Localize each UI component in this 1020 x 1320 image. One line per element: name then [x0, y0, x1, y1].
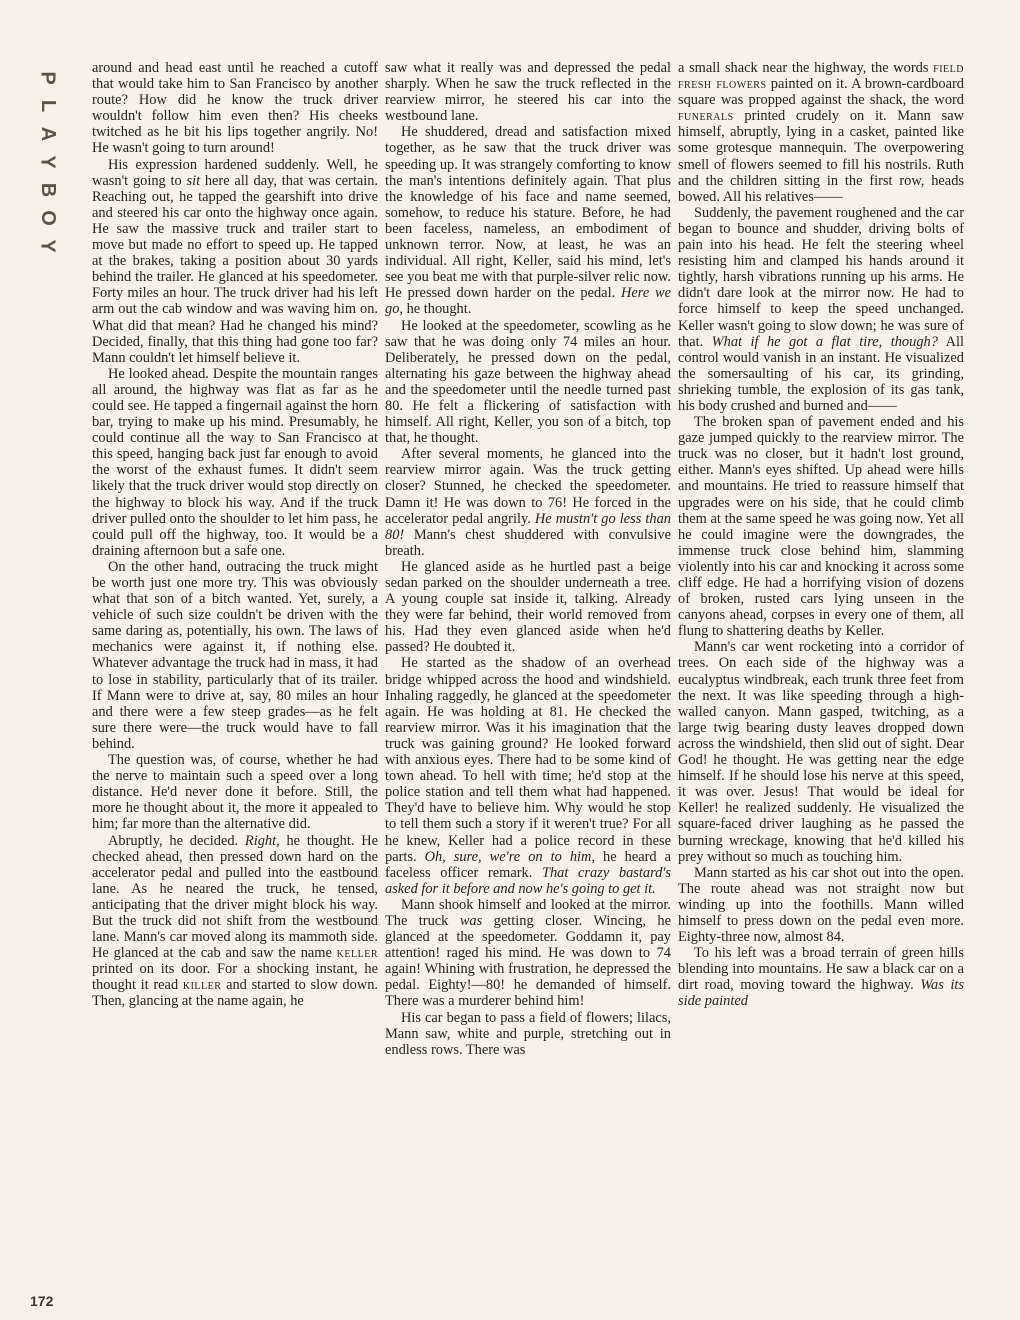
paragraph: To his left was a broad terrain of green hills blending into mountains. He saw a black car on a dirt road, moving toward the highway. Was its side painted	[678, 945, 964, 1010]
paragraph: saw what it really was and depressed the pedal sharply. When he saw the truck reflected in the rearview mirror, he steered his car into the westbound lane.	[385, 60, 671, 125]
running-head-brand	[30, 64, 66, 260]
paragraph: a small shack near the highway, the words field fresh flowers painted on it. A brown-cardboard square was propped against the shack, the word funerals printed crudely on it. Mann saw himself, abruptly, lying in a casket, painted like some grotesque mannequin. The overpowering smell of flowers seemed to fill his nostrils. Ruth and the children sitting in the first row, heads bowed. All his relatives——	[678, 60, 964, 205]
brand-letter: A	[36, 126, 59, 142]
paragraph: After several moments, he glanced into the rearview mirror again. Was the truck getting closer? Stunned, he checked the speedometer. Damn it! He was down to 76! He forced in the accelerator pedal angrily. He mustn't go less than 80! Mann's chest shuddered with convulsive breath.	[385, 446, 671, 559]
paragraph: He glanced aside as he hurtled past a beige sedan parked on the shoulder underneath a tree. A young couple sat inside it, talking. Already they were far behind, their world removed from his. Had they even glanced aside when he'd passed? He doubted it.	[385, 558, 671, 656]
brand-letter: L	[37, 99, 59, 113]
paragraph: On the other hand, outracing the truck might be worth just one more try. This was obviously what that son of a bitch wanted. Yet, surely, a vehicle of such size couldn't be driven with the same daring as, potentially, his own. The laws of mechanics were against it, if nothing else. Whatever advantage the truck had in mass, it had to lose in stability, particularly that of its trailer. If Mann were to drive at, say, 80 miles an hour and there were a few steep grades—as he felt sure there were—the truck would have to fall behind.	[92, 558, 378, 752]
text-column-3	[678, 60, 964, 1280]
page-number: 172	[30, 1293, 54, 1309]
paragraph: The question was, of course, whether he had the nerve to maintain such a speed over a long distance. He'd never done it before. Still, the more he thought about it, the more it appealed to him; far more than the alternative did.	[92, 752, 378, 833]
paragraph: He looked at the speedometer, scowling as he saw that he was doing only 74 miles an hour. Deliberately, he pressed down on the pedal, alternating his gaze between the highway ahead and the speedometer until the needle turned past 80. He felt a flickering of satisfaction with himself. All right, Keller, you son of a bitch, top that, he thought.	[385, 317, 671, 447]
brand-letter: P	[37, 71, 59, 85]
paragraph: He started as the shadow of an overhead bridge whipped across the hood and windshield. Inhaling raggedly, he glanced at the speedometer again. He was holding at 81. He checked the rearview mirror. Was it his imagination that the truck was gaining ground? He looked forward with anxious eyes. There had to be some kind of town ahead. To hell with time; he'd stop at the police station and tell them what had happened. They'd have to believe him. Why would he stop to tell them such a story if it weren't true? For all he knew, Keller had a police record in these parts. Oh, sure, we're on to him, he heard a faceless officer remark. That crazy bastard's asked for it before and now he's going to get it.	[385, 655, 671, 897]
brand-letter: Y	[37, 155, 59, 169]
paragraph: His car began to pass a field of flowers; lilacs, Mann saw, white and purple, stretching out in endless rows. There was	[385, 1009, 671, 1058]
paragraph: Mann's car went rocketing into a corridor of trees. On each side of the highway was a eucalyptus windbreak, each trunk three feet from the next. It was like speeding through a high-walled canyon. Mann gasped, twitching, as a large twig bearing dusty leaves dropped down across the windshield, then slid out of sight. Dear God! he thought. He was getting near the edge himself. If he should lose his nerve at this speed, it was over. Jesus! That would be ideal for Keller! he realized suddenly. He visualized the square-faced driver laughing as he passed the burning wreckage, knowing that he'd killed his prey without so much as touching him.	[678, 639, 964, 865]
paragraph: He looked ahead. Despite the mountain ranges all around, the highway was flat as far as he could see. He tapped a fingernail against the horn bar, trying to make up his mind. Presumably, he could continue all the way to San Francisco at this speed, hanging back just far enough to avoid the worst of the exhaust fumes. It didn't seem likely that the truck driver would stop directly on the highway to block his way. And if the truck driver pulled onto the shoulder to let him pass, he could pull off the highway, too. It would be a draining afternoon but a safe one.	[92, 365, 378, 559]
brand-letter: B	[36, 182, 59, 198]
paragraph: Mann started as his car shot out into the open. The route ahead was not straight now but winding up into the foothills. Mann willed himself to press down on the pedal even more. Eighty-three now, almost 84.	[678, 864, 964, 946]
paragraph: Mann shook himself and looked at the mirror. The truck was getting closer. Wincing, he glanced at the speedometer. Goddamn it, pay attention! raged his mind. He was down to 74 again! Whining with frustration, he depressed the pedal. Eighty!—80! he demanded of himself. There was a murderer behind him!	[385, 896, 671, 1010]
brand-letter: O	[37, 210, 59, 226]
brand-letter: Y	[37, 239, 59, 253]
paragraph: The broken span of pavement ended and his gaze jumped quickly to the rearview mirror. The truck was no closer, but it hadn't lost ground, either. Mann's eyes shifted. Up ahead were hills and mountains. He tried to reassure himself that upgrades were on his side, that he could climb them at the same speed he was going now. Yet all he could imagine were the downgrades, the immense truck close behind him, slamming violently into his car and knocking it across some cliff edge. He had a horrifying vision of dozens of broken, rusted cars lying unseen in the canyons ahead, corpses in every one of them, all flung to shattering deaths by Keller.	[678, 414, 964, 640]
paragraph: Abruptly, he decided. Right, he thought. He checked ahead, then pressed down hard on the accelerator pedal and pulled into the eastbound lane. As he neared the truck, he tensed, anticipating that the driver might block his way. But the truck did not shift from the westbound lane. Mann's car moved along its mammoth side. He glanced at the cab and saw the name keller printed on its door. For a shocking instant, he thought it read killer and started to slow down. Then, glancing at the name again, he	[92, 832, 378, 1010]
paragraph: Suddenly, the pavement roughened and the car began to bounce and shudder, driving bolts of pain into his head. He felt the steering wheel resisting him and clamped his hands around it tightly, harsh vibrations running up his arms. He didn't dare look at the mirror now. He had to force himself to keep the speed unchanged. Keller wasn't going to slow down; he was sure of that. What if he got a flat tire, though? All control would vanish in an instant. He visualized the somersaulting of his car, its grinding, shrieking tumble, the explosion of its gas tank, his body crushed and burned and——	[678, 204, 964, 414]
paragraph: around and head east until he reached a cutoff that would take him to San Francisco by another route? How did he know the truck driver wouldn't follow him even then? His cheeks twitched as he bit his lips together angrily. No! He wasn't going to turn around!	[92, 60, 378, 157]
paragraph: He shuddered, dread and satisfaction mixed together, as he saw that the truck driver was speeding up. It was strangely comforting to know the man's intentions definitely again. That plus the knowledge of his face and name seemed, somehow, to reduce his stature. Before, he had been faceless, nameless, an embodiment of unknown terror. Now, at least, he was an individual. All right, Keller, said his mind, let's see you beat me with that purple-silver relic now. He pressed down harder on the pedal. Here we go, he thought.	[385, 124, 671, 318]
paragraph: His expression hardened suddenly. Well, he wasn't going to sit here all day, that was certain. Reaching out, he tapped the gearshift into drive and steered his car onto the highway once again. He saw the massive truck and trailer start to move but made no effort to speed up. He tapped at the brakes, taking a position about 30 yards behind the trailer. He glanced at his speedometer. Forty miles an hour. The truck driver had his left arm out the cab window and was waving him on. What did that mean? Had he changed his mind? Decided, finally, that this thing had gone too far? Mann couldn't let himself believe it.	[92, 156, 378, 366]
text-column-2	[385, 60, 671, 1280]
text-column-1	[92, 60, 378, 1280]
